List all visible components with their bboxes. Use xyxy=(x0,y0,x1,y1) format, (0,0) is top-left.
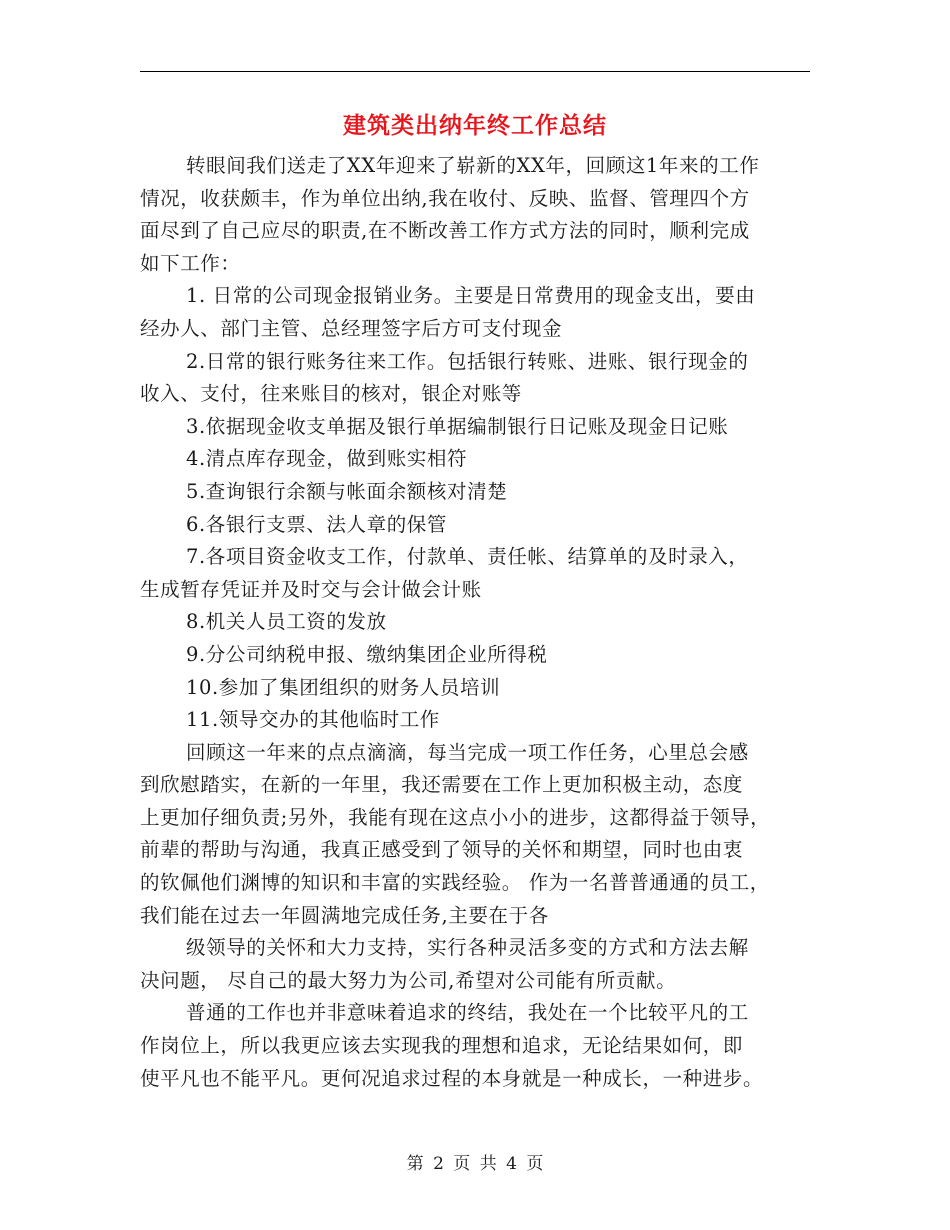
text-line: 上更加仔细负责;另外，我能有现在这点小小的进步，这都得益于领导， xyxy=(140,805,771,829)
text-line: 3.依据现金收支单据及银行单据编制银行日记账及现金日记账 xyxy=(186,414,729,438)
text-line: 决问题， 尽自己的最大努力为公司,希望对公司能有所贡献。 xyxy=(140,968,677,992)
text-line: 7.各项目资金收支工作，付款单、责任帐、结算单的及时录入， xyxy=(186,545,749,569)
text-line: 5.查询银行余额与帐面余额核对清楚 xyxy=(186,479,508,503)
text-line: 的钦佩他们渊博的知识和丰富的实践经验。 作为一名普普通通的员工， xyxy=(140,871,770,895)
text-line: 普通的工作也并非意味着追求的终结，我处在一个比较平凡的工 xyxy=(186,1001,749,1025)
text-line: 我们能在过去一年圆满地完成任务,主要在于各 xyxy=(140,903,549,927)
text-line: 如下工作： xyxy=(140,251,241,275)
text-line: 转眼间我们送走了XX年迎来了崭新的XX年，回顾这1年来的工作 xyxy=(186,154,760,177)
text-line: 收入、支付，往来账目的核对，银企对账等 xyxy=(140,382,522,406)
text-line: 11.领导交办的其他临时工作 xyxy=(186,708,440,732)
text-line: 到欣慰踏实，在新的一年里，我还需要在工作上更加积极主动，态度 xyxy=(140,773,744,797)
header-rule xyxy=(140,71,810,72)
text-line: 6.各银行支票、法人章的保管 xyxy=(186,512,448,536)
text-line: 1. 日常的公司现金报销业务。主要是日常费用的现金支出，要由 xyxy=(186,284,756,308)
text-line: 生成暂存凭证并及时交与会计做会计账 xyxy=(140,577,482,601)
text-line: 4.清点库存现金，做到账实相符 xyxy=(186,447,468,471)
text-line: 8.机关人员工资的发放 xyxy=(186,610,387,634)
text-line: 面尽到了自己应尽的职责,在不断改善工作方式方法的同时，顺利完成 xyxy=(140,219,750,243)
text-line: 前辈的帮助与沟通，我真正感受到了领导的关怀和期望，同时也由衷 xyxy=(140,838,744,862)
text-line: 经办人、部门主管、总经理签字后方可支付现金 xyxy=(140,316,563,340)
page-footer: 第 2 页 共 4 页 xyxy=(406,1154,544,1174)
text-line: 2.日常的银行账务往来工作。包括银行转账、进账、银行现金的 xyxy=(186,349,749,373)
text-line: 使平凡也不能平凡。更何况追求过程的本身就是一种成长，一种进步。 xyxy=(140,1066,764,1090)
text-line: 回顾这一年来的点点滴滴，每当完成一项工作任务，心里总会感 xyxy=(186,740,749,764)
text-line: 级领导的关怀和大力支持，实行各种灵活多变的方式和方法去解 xyxy=(186,936,749,960)
document-title: 建筑类出纳年终工作总结 xyxy=(343,112,607,139)
text-line: 情况，收获颇丰，作为单位出纳,我在收付、反映、监督、管理四个方 xyxy=(140,186,750,210)
text-line: 10.参加了集团组织的财务人员培训 xyxy=(186,675,501,699)
text-line: 9.分公司纳税申报、缴纳集团企业所得税 xyxy=(186,642,548,666)
document-body xyxy=(140,150,812,1095)
text-line: 作岗位上，所以我更应该去实现我的理想和追求，无论结果如何，即 xyxy=(140,1034,744,1058)
